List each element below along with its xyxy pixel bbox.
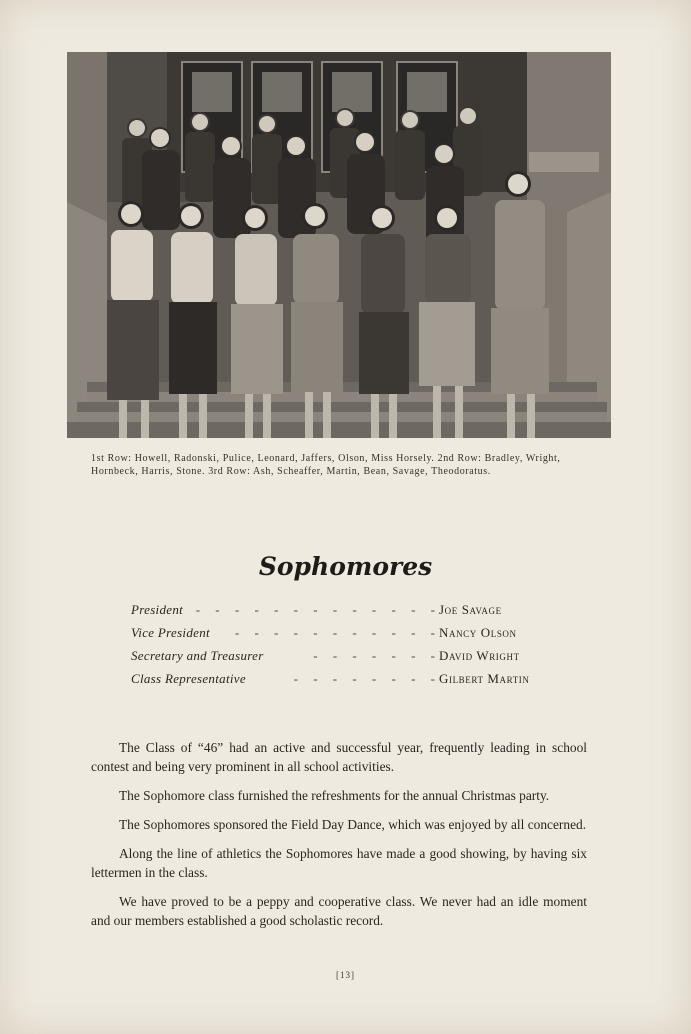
- paragraph: The Sophomore class furnished the refreshments for the annual Christmas party.: [119, 788, 550, 803]
- class-summary: [91, 738, 587, 940]
- paragraph: We have proved to be a peppy and cooperative class. We never had an idle moment and our members established a good scholastic record.: [91, 894, 587, 928]
- officer-title: Secretary and Treasurer: [131, 648, 264, 663]
- officer-title: Vice President: [131, 625, 210, 640]
- page-number: [13]: [336, 970, 355, 980]
- paragraph: Along the line of athletics the Sophomores have made a good showing, by having six lettermen in the class.: [91, 846, 587, 880]
- class-group-photo: [67, 52, 611, 438]
- officer-row-vice-president: [131, 625, 561, 648]
- photo-caption: 1st Row: Howell, Radonski, Pulice, Leonard, Jaffers, Olson, Miss Horsely. 2nd Row: Bradley, Wright, Hornbeck, Harris, Stone. 3rd Row: Ash, Scheaffer, Martin, Bean, Savage, Theodoratus.: [91, 453, 561, 477]
- officer-name: Gilbert Martin: [439, 671, 530, 686]
- leader-dots: - - - - - - - - - - - - -: [195, 602, 441, 617]
- officer-row-president: [131, 602, 561, 625]
- officer-row-secretary-treasurer: [131, 648, 561, 671]
- leader-dots: - - - - - - -: [313, 648, 441, 663]
- paragraph: The Class of “46” had an active and successful year, frequently leading in school contest and being very prominent in all school activities.: [91, 740, 587, 774]
- officer-name: Joe Savage: [439, 602, 502, 617]
- paragraph: The Sophomores sponsored the Field Day Dance, which was enjoyed by all concerned.: [119, 817, 587, 832]
- page-title: Sophomores: [258, 552, 433, 581]
- officer-name: David Wright: [439, 648, 520, 663]
- officer-row-class-representative: [131, 671, 561, 694]
- leader-dots: - - - - - - - - - - -: [234, 625, 441, 640]
- officers-list: [131, 602, 561, 694]
- leader-dots: - - - - - - - -: [293, 671, 441, 686]
- officer-title: President: [131, 602, 184, 617]
- group-photo-illustration: [67, 52, 611, 438]
- officer-title: Class Representative: [131, 671, 246, 686]
- officer-name: Nancy Olson: [439, 625, 517, 640]
